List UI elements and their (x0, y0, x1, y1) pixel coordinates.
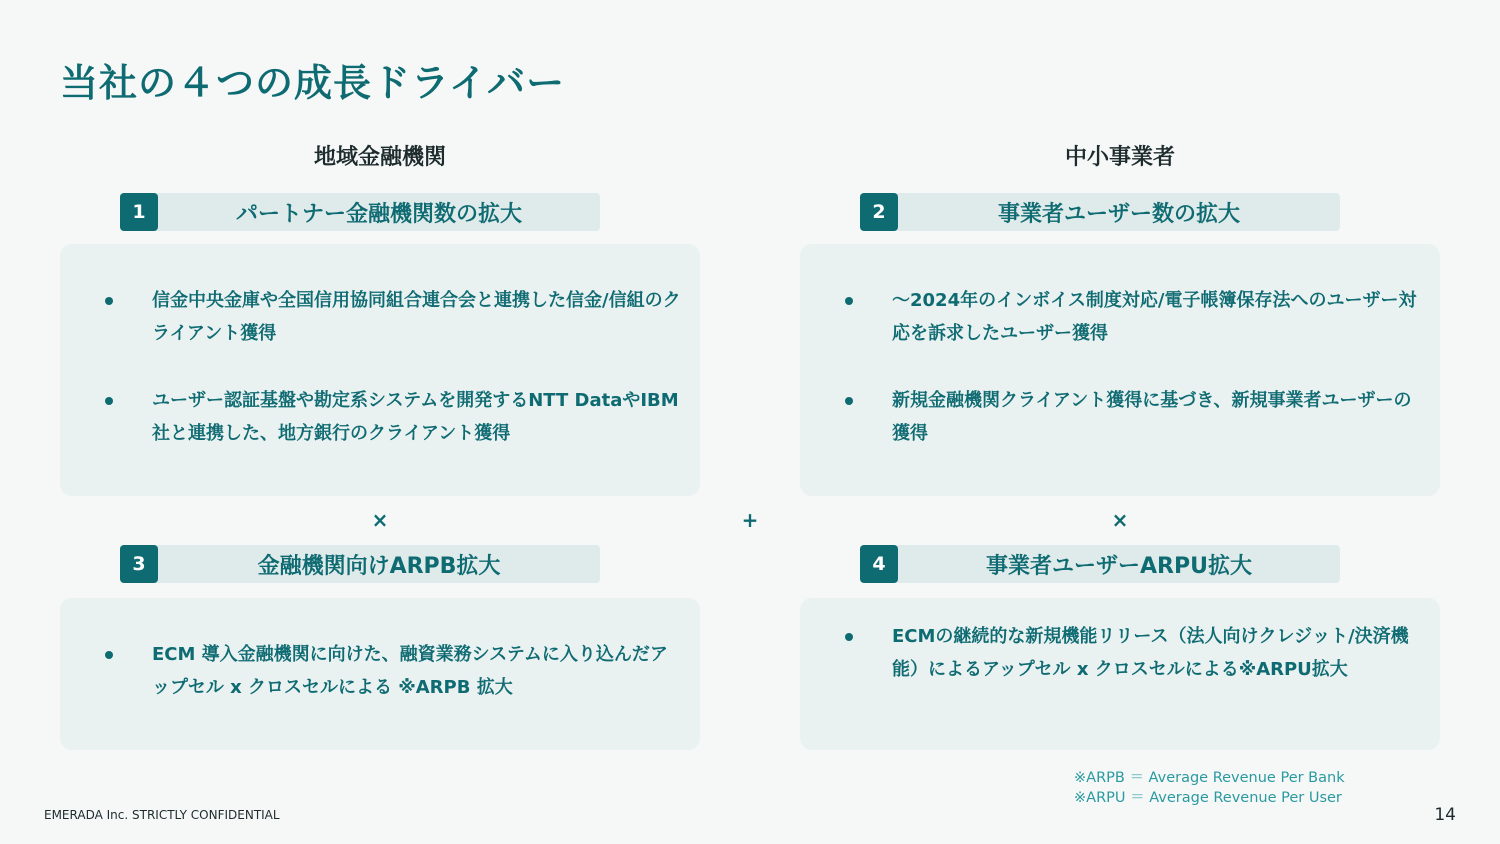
driver-1-bullet-list (100, 284, 682, 450)
list-item (100, 638, 682, 704)
sme-heading: 中小事業者 (1064, 145, 1175, 170)
driver-2-card (800, 244, 1440, 496)
driver-1-number: 1 (120, 193, 158, 231)
bullet-text: ユーザー認証基盤や勘定系システムを開発するNTT DataやIBM社と連携した、地方銀行のクライアント獲得 (152, 390, 679, 444)
bullet-dot (105, 397, 113, 405)
driver-4-number: 4 (860, 545, 898, 583)
list-item (840, 384, 1422, 450)
list-item (100, 384, 682, 450)
driver-3-number: 3 (120, 545, 158, 583)
bullet-dot (845, 297, 853, 305)
driver-4-card (800, 598, 1440, 750)
driver-4-bullet-list (840, 620, 1422, 686)
arpb-definition-note: ※ARPB ＝ Average Revenue Per Bank (1074, 770, 1345, 786)
driver-2-bullet-list (840, 284, 1422, 450)
list-item (840, 284, 1422, 350)
driver-3-label: 金融機関向けARPB拡大 (257, 553, 501, 579)
driver-1-card (60, 244, 700, 496)
driver-2-header (860, 193, 1340, 231)
multiply-operator-left: × (371, 508, 389, 532)
bullet-text: ECM 導入金融機関に向けた、融資業務システムに入り込んだアップセル x クロスセルによる ※ARPB 拡大 (152, 644, 668, 698)
page-number: 14 (1434, 805, 1456, 825)
driver-1-header (120, 193, 600, 231)
driver-4-header (860, 545, 1340, 583)
plus-operator: + (741, 508, 759, 532)
regional-banks-heading: 地域金融機関 (313, 145, 446, 170)
driver-2-label: 事業者ユーザー数の拡大 (997, 201, 1240, 227)
driver-1-label: パートナー金融機関数の拡大 (235, 201, 522, 227)
bullet-text: ECMの継続的な新規機能リリース（法人向けクレジット/決済機能）によるアップセル x クロスセルによる※ARPU拡大 (892, 626, 1409, 680)
driver-3-card (60, 598, 700, 750)
bullet-dot (845, 633, 853, 641)
bullet-dot (105, 297, 113, 305)
driver-3-header (120, 545, 600, 583)
bullet-dot (105, 651, 113, 659)
page-title: 当社の４つの成長ドライバー (60, 61, 566, 105)
driver-3-bullet-list (100, 638, 682, 704)
bullet-text: 〜2024年のインボイス制度対応/電子帳簿保存法へのユーザー対応を訴求したユーザー獲得 (892, 290, 1417, 344)
arpu-definition-note: ※ARPU ＝ Average Revenue Per User (1074, 790, 1342, 806)
driver-2-number: 2 (860, 193, 898, 231)
bullet-text: 新規金融機関クライアント獲得に基づき、新規事業者ユーザーの獲得 (892, 390, 1412, 444)
list-item (840, 620, 1422, 686)
bullet-text: 信金中央金庫や全国信用協同組合連合会と連携した信金/信組のクライアント獲得 (152, 290, 681, 344)
driver-4-label: 事業者ユーザーARPU拡大 (986, 553, 1252, 579)
list-item (100, 284, 682, 350)
confidential-footer: EMERADA Inc. STRICTLY CONFIDENTIAL (44, 808, 280, 822)
multiply-operator-right: × (1111, 508, 1129, 532)
bullet-dot (845, 397, 853, 405)
